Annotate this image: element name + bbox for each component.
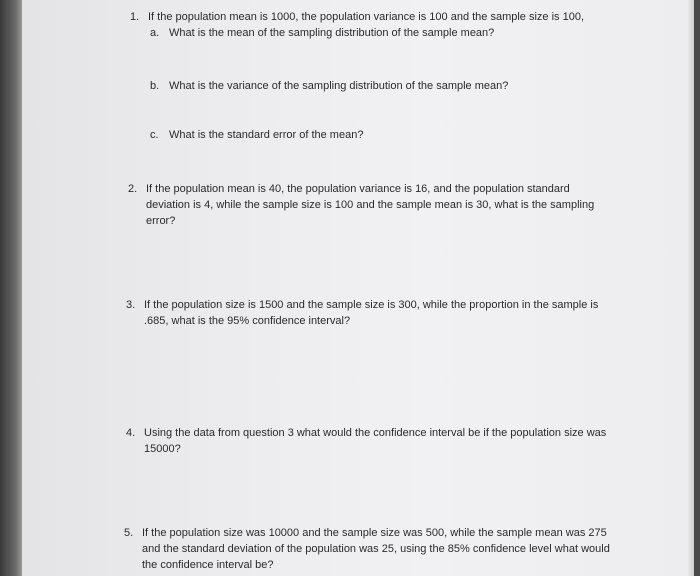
- part-letter: c.: [150, 129, 159, 141]
- part-text: What is the standard error of the mean?: [169, 129, 364, 141]
- question-text: If the population mean is 1000, the population variance is 100 and the sample size is 100,: [148, 11, 585, 23]
- left-page-edge: [0, 0, 22, 576]
- question-text: If the population size is 1500 and the sample size is 300, while the proportion in the sample is .685, what is the 95% confidence interval?: [144, 299, 599, 327]
- part-letter: a.: [150, 27, 160, 39]
- worksheet-page: [22, 0, 694, 576]
- part-letter: b.: [150, 80, 160, 92]
- question-number: 1.: [130, 11, 140, 23]
- question-number: 4.: [126, 427, 136, 439]
- right-page-edge: [688, 0, 694, 576]
- question-text: If the population mean is 40, the population variance is 16, and the population standard deviation is 4, while the sample size is 100 and the sample mean is 30, what is the sampling error?: [146, 183, 595, 227]
- question-number: 2.: [128, 183, 138, 195]
- question-text: If the population size was 10000 and the sample size was 500, while the sample mean was 275 and the standard deviation of the population was 25, using the 85% confidence level what would the confidence interval be?: [142, 527, 610, 571]
- question-number: 5.: [124, 527, 134, 539]
- question-text: Using the data from question 3 what would the confidence interval be if the population size was 15000?: [144, 427, 607, 455]
- part-text: What is the mean of the sampling distribution of the sample mean?: [169, 27, 495, 39]
- part-text: What is the variance of the sampling distribution of the sample mean?: [169, 80, 509, 92]
- question-number: 3.: [126, 299, 136, 311]
